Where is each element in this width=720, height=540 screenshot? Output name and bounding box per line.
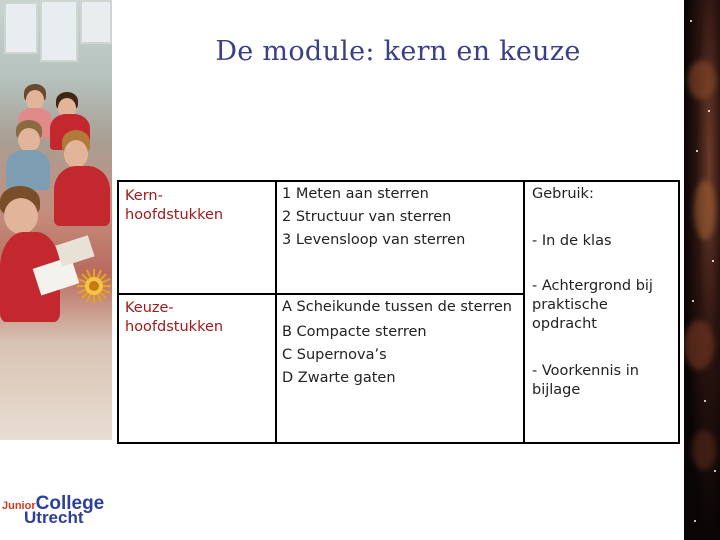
usage-point-appendix: - Voorkennis in bijlage (532, 363, 639, 398)
list-item: 1 Meten aan sterren (282, 186, 429, 202)
kern-chapters-list (282, 183, 465, 252)
list-item: 3 Levensloop van sterren (282, 232, 466, 248)
list-item: B Compacte sterren (282, 324, 427, 340)
row-label-keuze: Keuze- hoofdstukken (125, 300, 224, 335)
junior-college-utrecht-logo: JuniorCollege Utrecht (2, 493, 105, 527)
galaxy-image (684, 0, 720, 540)
usage-point-class: - In de klas (532, 233, 612, 249)
keuze-chapters-list (282, 298, 518, 390)
column-divider (523, 182, 525, 442)
classroom-photo (0, 0, 112, 440)
module-table (117, 180, 680, 444)
usage-point-assignment: - Achtergrond bij praktische opdracht (532, 278, 653, 332)
column-divider (275, 182, 277, 442)
row-divider (119, 293, 523, 295)
list-item: 2 Structuur van sterren (282, 209, 452, 225)
list-item: A Scheikunde tussen de sterren (282, 299, 512, 315)
slide-title: De module: kern en keuze (215, 36, 581, 67)
list-item: C Supernova’s (282, 347, 387, 363)
usage-heading: Gebruik: (532, 186, 594, 202)
sun-icon (76, 268, 112, 304)
row-label-kern: Kern- hoofdstukken (125, 188, 224, 223)
list-item: D Zwarte gaten (282, 370, 396, 386)
